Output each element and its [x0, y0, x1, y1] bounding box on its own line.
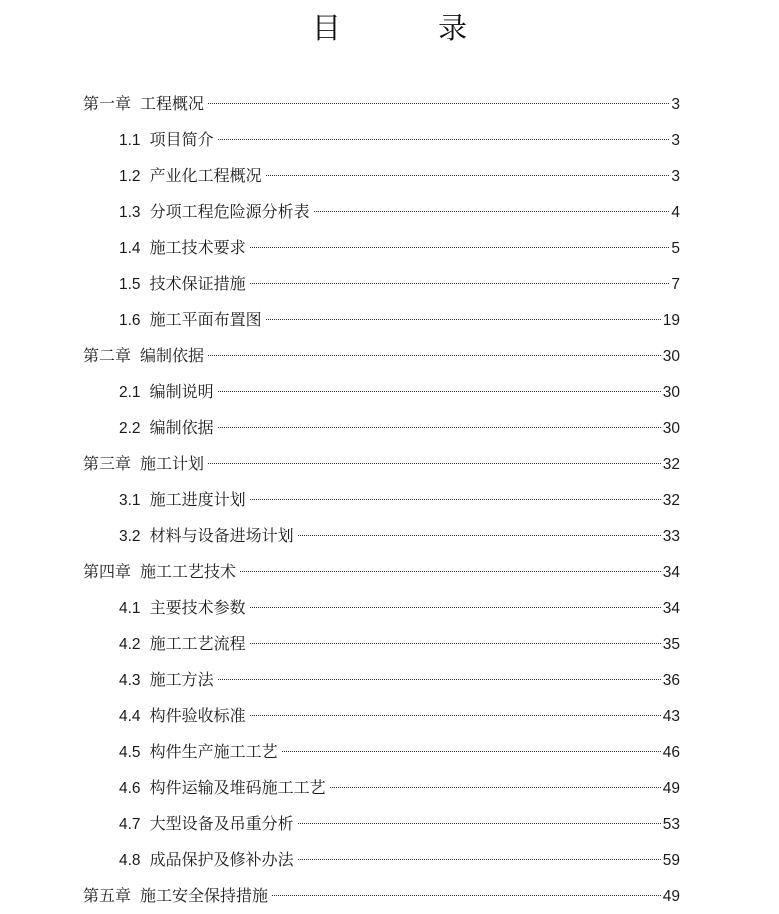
toc-entry-label: 产业化工程概况 — [149, 166, 262, 185]
toc-entry-page: 3 — [671, 168, 680, 185]
dot-leader — [250, 715, 661, 716]
dot-leader — [250, 607, 661, 608]
toc-entry-number: 1.5 — [119, 276, 141, 293]
toc-entry-chapter-4[interactable] — [83, 557, 680, 587]
toc-entry-label: 构件验收标准 — [149, 706, 246, 725]
toc-entry-label: 工程概况 — [140, 94, 205, 113]
dot-leader — [314, 211, 670, 212]
toc-entry-section-2-1[interactable] — [119, 377, 680, 407]
toc-entry-section-3-2[interactable] — [119, 521, 680, 551]
toc-entry-number: 4.3 — [119, 672, 141, 689]
toc-entry-label: 项目简介 — [149, 130, 214, 149]
toc-entry-label: 施工工艺技术 — [140, 562, 237, 581]
toc-entry-section-1-4[interactable] — [119, 233, 680, 263]
dot-leader — [330, 787, 661, 788]
toc-entry-page: 30 — [662, 420, 680, 437]
toc-entry-section-1-1[interactable] — [119, 125, 680, 155]
dot-leader — [266, 319, 661, 320]
toc-entry-number: 3.1 — [119, 492, 141, 509]
toc-entry-chapter-2[interactable] — [83, 341, 680, 371]
toc-entry-label: 构件运输及堆码施工工艺 — [149, 778, 326, 797]
toc-entry-label: 主要技术参数 — [149, 598, 246, 617]
toc-entry-section-4-8[interactable] — [119, 845, 680, 875]
toc-entry-page: 33 — [662, 528, 680, 545]
toc-entry-section-3-1[interactable] — [119, 485, 680, 515]
toc-entry-label: 大型设备及吊重分析 — [149, 814, 294, 833]
dot-leader — [266, 175, 670, 176]
toc-entry-page: 7 — [671, 276, 680, 293]
toc-entry-section-4-7[interactable] — [119, 809, 680, 839]
toc-entry-page: 32 — [662, 456, 680, 473]
dot-leader — [250, 499, 661, 500]
toc-entry-label: 编制依据 — [140, 346, 205, 365]
toc-entry-label: 施工方法 — [149, 670, 214, 689]
toc-entry-number: 第五章 — [83, 886, 132, 905]
toc-entry-number: 第三章 — [83, 454, 132, 473]
toc-entry-section-4-6[interactable] — [119, 773, 680, 803]
dot-leader — [218, 679, 661, 680]
toc-entry-number: 第一章 — [83, 94, 132, 113]
toc-entry-number: 4.4 — [119, 708, 141, 725]
toc-entry-page: 46 — [662, 744, 680, 761]
toc-entry-number: 4.6 — [119, 780, 141, 797]
toc-entry-label: 施工技术要求 — [149, 238, 246, 257]
toc-entry-number: 4.5 — [119, 744, 141, 761]
dot-leader — [272, 895, 661, 896]
toc-entry-section-4-3[interactable] — [119, 665, 680, 695]
dot-leader — [282, 751, 661, 752]
dot-leader — [250, 283, 670, 284]
toc-entry-section-2-2[interactable] — [119, 413, 680, 443]
dot-leader — [298, 535, 661, 536]
toc-entry-section-1-2[interactable] — [119, 161, 680, 191]
toc-entry-chapter-1[interactable] — [83, 89, 680, 119]
toc-entry-number: 4.8 — [119, 852, 141, 869]
toc-entry-page: 5 — [671, 240, 680, 257]
toc-entry-label: 编制说明 — [149, 382, 214, 401]
toc-entry-page: 32 — [662, 492, 680, 509]
toc-entry-section-4-1[interactable] — [119, 593, 680, 623]
toc-entry-page: 3 — [671, 96, 680, 113]
toc-entry-page: 53 — [662, 816, 680, 833]
toc-entry-page: 3 — [671, 132, 680, 149]
dot-leader — [298, 823, 661, 824]
toc-entry-number: 1.1 — [119, 132, 141, 149]
toc-entry-number: 4.2 — [119, 636, 141, 653]
toc-entry-label: 施工计划 — [140, 454, 205, 473]
toc-entry-section-1-5[interactable] — [119, 269, 680, 299]
toc-entry-section-4-2[interactable] — [119, 629, 680, 659]
dot-leader — [298, 859, 661, 860]
toc-entry-number: 4.1 — [119, 600, 141, 617]
dot-leader — [250, 643, 661, 644]
toc-entry-page: 30 — [662, 384, 680, 401]
toc-title: 目 录 — [311, 11, 512, 45]
dot-leader — [218, 427, 661, 428]
toc-entry-label: 成品保护及修补办法 — [149, 850, 294, 869]
toc-entry-page: 34 — [662, 564, 680, 581]
toc-entry-number: 1.3 — [119, 204, 141, 221]
dot-leader — [208, 355, 661, 356]
toc-entry-page: 49 — [662, 888, 680, 905]
dot-leader — [240, 571, 661, 572]
toc-entry-label: 分项工程危险源分析表 — [149, 202, 310, 221]
toc-entry-number: 1.2 — [119, 168, 141, 185]
toc-entry-label: 施工平面布置图 — [149, 310, 262, 329]
dot-leader — [250, 247, 670, 248]
toc-entry-section-4-4[interactable] — [119, 701, 680, 731]
toc-entry-page: 4 — [671, 204, 680, 221]
toc-entry-number: 2.2 — [119, 420, 141, 437]
toc-entry-page: 34 — [662, 600, 680, 617]
toc-entry-page: 49 — [662, 780, 680, 797]
toc-entry-page: 36 — [662, 672, 680, 689]
toc-entry-label: 技术保证措施 — [149, 274, 246, 293]
toc-entry-section-1-3[interactable] — [119, 197, 680, 227]
toc-entry-section-1-6[interactable] — [119, 305, 680, 335]
toc-entry-chapter-5[interactable] — [83, 881, 680, 911]
toc-entry-label: 施工进度计划 — [149, 490, 246, 509]
toc-entry-page: 35 — [662, 636, 680, 653]
toc-entry-number: 4.7 — [119, 816, 141, 833]
toc-entry-chapter-3[interactable] — [83, 449, 680, 479]
toc-entry-label: 施工工艺流程 — [149, 634, 246, 653]
dot-leader — [218, 139, 670, 140]
toc-entry-number: 3.2 — [119, 528, 141, 545]
dot-leader — [218, 391, 661, 392]
toc-entry-number: 1.4 — [119, 240, 141, 257]
dot-leader — [208, 103, 669, 104]
dot-leader — [208, 463, 661, 464]
toc-entry-number: 第四章 — [83, 562, 132, 581]
toc-entry-label: 构件生产施工工艺 — [149, 742, 278, 761]
toc-entry-page: 30 — [662, 348, 680, 365]
toc-entry-section-4-5[interactable] — [119, 737, 680, 767]
toc-entry-page: 19 — [662, 312, 680, 329]
toc-entry-label: 施工安全保持措施 — [140, 886, 269, 905]
toc-entry-number: 1.6 — [119, 312, 141, 329]
toc-entry-page: 43 — [662, 708, 680, 725]
toc-entry-number: 2.1 — [119, 384, 141, 401]
toc-entry-label: 材料与设备进场计划 — [149, 526, 294, 545]
toc-entry-page: 59 — [662, 852, 680, 869]
toc-entry-number: 第二章 — [83, 346, 132, 365]
toc-entry-label: 编制依据 — [149, 418, 214, 437]
